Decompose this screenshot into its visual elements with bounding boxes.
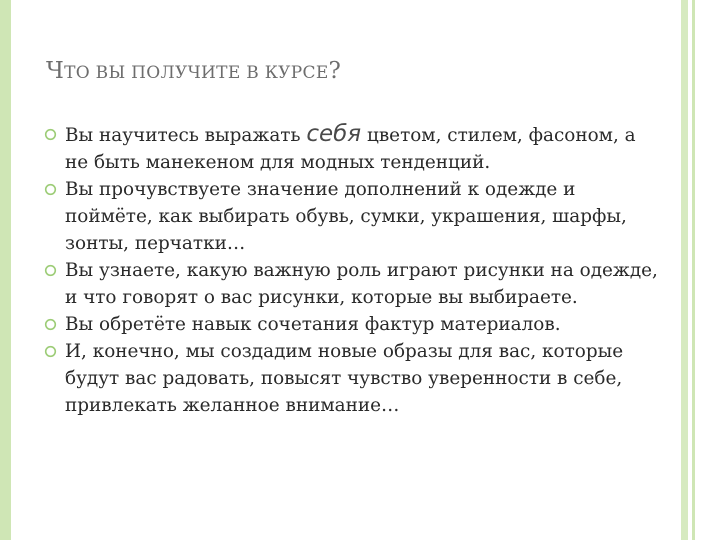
list-item	[44, 176, 664, 257]
left-accent-bar	[0, 0, 11, 540]
title-question-mark: ?	[328, 58, 342, 84]
list-item-text: И, конечно, мы создадим новые образы для вас, которые будут вас радовать, повысят чувство уверенности в себе, привлекать желанное внимание…	[65, 341, 624, 416]
list-item-text: Вы узнаете, какую важную роль играют рисунки на одежде, и что говорят о вас рисунки, которые вы выбираете.	[65, 260, 658, 308]
list-item	[44, 121, 664, 176]
circle-bullet-icon	[44, 345, 57, 358]
title-text: ТО ВЫ ПОЛУЧИТЕ В КУРСЕ	[64, 63, 329, 83]
circle-bullet-icon	[44, 318, 57, 331]
circle-bullet-icon	[44, 128, 57, 141]
right-accent-stripe	[681, 0, 688, 540]
list-item	[44, 311, 664, 338]
accent-word: себя	[306, 121, 362, 147]
slide-title	[46, 58, 341, 84]
bullet-list	[44, 121, 664, 419]
right-accent-stripe-thin	[692, 0, 695, 540]
list-item	[44, 257, 664, 311]
list-item-text: Вы научитесь выражать	[65, 125, 307, 146]
title-initial: Ч	[46, 58, 65, 84]
list-item-text: Вы прочувствуете значение дополнений к одежде и поймёте, как выбирать обувь, сумки, украшения, шарфы, зонты, перчатки…	[65, 179, 627, 254]
list-item-text: Вы обретёте навык сочетания фактур материалов.	[65, 314, 561, 335]
list-item-text: цветом, стилем, фасоном, а не быть манекеном для модных тенденций.	[65, 125, 636, 173]
circle-bullet-icon	[44, 264, 57, 277]
circle-bullet-icon	[44, 183, 57, 196]
list-item	[44, 338, 664, 419]
